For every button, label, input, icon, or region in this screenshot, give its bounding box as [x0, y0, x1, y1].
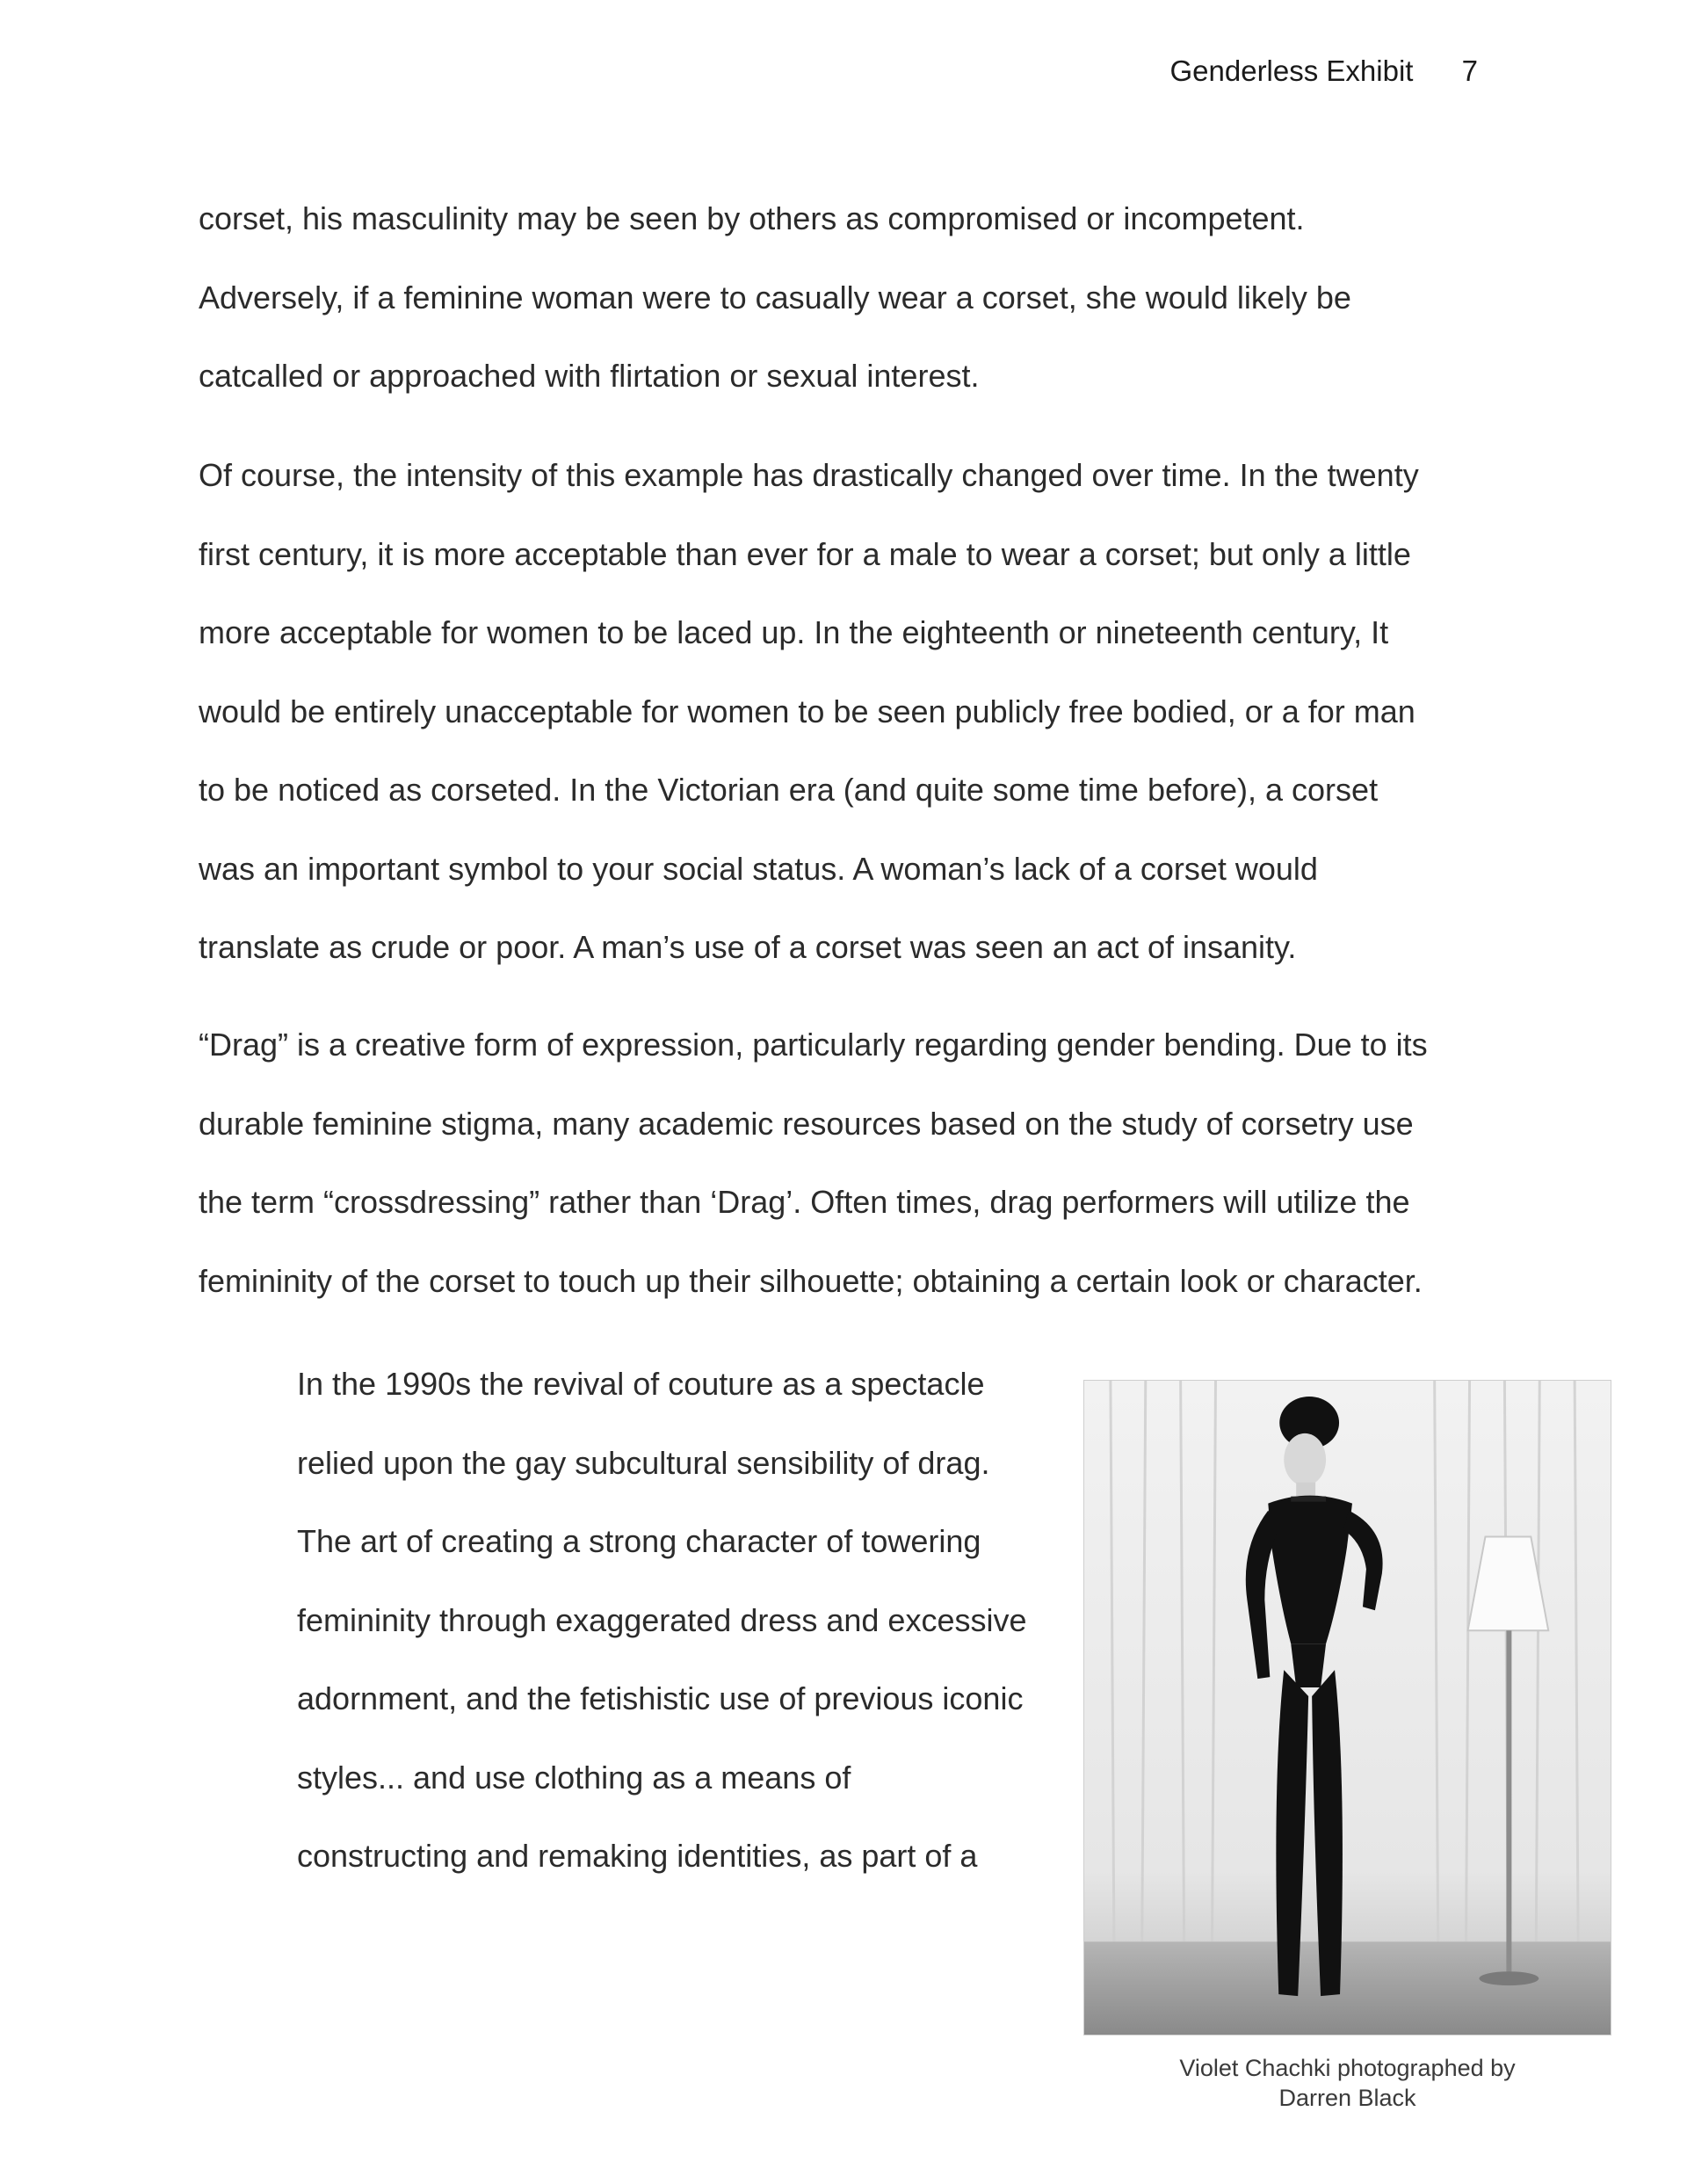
text-line: femininity of the corset to touch up their silhouette; obtaining a certain look or character. [199, 1262, 1423, 1299]
header-title: Genderless Exhibit [1169, 54, 1414, 87]
text-line: more acceptable for women to be laced up. In the eighteenth or nineteenth century, It [199, 614, 1389, 650]
quote-line: styles... and use clothing as a means of [297, 1759, 851, 1796]
text-line: catcalled or approached with flirtation or sexual interest. [199, 358, 980, 394]
quote-line: adornment, and the fetishistic use of previous iconic [297, 1680, 1024, 1716]
photo-figure [1083, 1380, 1611, 2113]
text-line: the term “crossdressing” rather than ‘Drag’. Often times, drag performers will utilize the [199, 1184, 1410, 1220]
caption-line: Darren Black [1278, 2085, 1416, 2111]
text-line: translate as crude or poor. A man’s use of a corset was seen an act of insanity. [199, 929, 1297, 965]
text-line: corset, his masculinity may be seen by others as compromised or incompetent. [199, 200, 1305, 236]
quote-line: relied upon the gay subcultural sensibility of drag. [297, 1444, 990, 1481]
page-number: 7 [1461, 54, 1478, 87]
quote-line: constructing and remaking identities, as part of a [297, 1838, 978, 1874]
paragraph-corset-masculinity [199, 179, 1534, 416]
caption-line: Violet Chachki photographed by [1179, 2055, 1516, 2081]
portrait-photo [1083, 1380, 1611, 2035]
text-line: to be noticed as corseted. In the Victorian era (and quite some time before), a corset [199, 772, 1379, 808]
quote-line: femininity through exaggerated dress and excessive [297, 1601, 1027, 1638]
text-line: first century, it is more acceptable than ever for a male to wear a corset; but only a little [199, 535, 1411, 572]
quote-line: In the 1990s the revival of couture as a spectacle [297, 1366, 985, 1402]
block-quote [297, 1345, 1070, 1896]
text-line: Of course, the intensity of this example has drastically changed over time. In the twenty [199, 457, 1419, 493]
paragraph-corset-history [199, 436, 1534, 987]
text-line: “Drag” is a creative form of expression, particularly regarding gender bending. Due to its [199, 1027, 1428, 1063]
paragraph-drag [199, 1005, 1534, 1320]
text-line: was an important symbol to your social status. A woman’s lack of a corset would [199, 850, 1318, 887]
text-line: durable feminine stigma, many academic resources based on the study of corsetry use [199, 1105, 1414, 1142]
text-line: Adversely, if a feminine woman were to casually wear a corset, she would likely be [199, 279, 1351, 316]
text-line: would be entirely unacceptable for women to be seen publicly free bodied, or a for man [199, 693, 1415, 729]
running-header [1169, 54, 1478, 88]
quote-line: The art of creating a strong character of towering [297, 1523, 981, 1559]
photo-caption [1083, 2053, 1611, 2113]
